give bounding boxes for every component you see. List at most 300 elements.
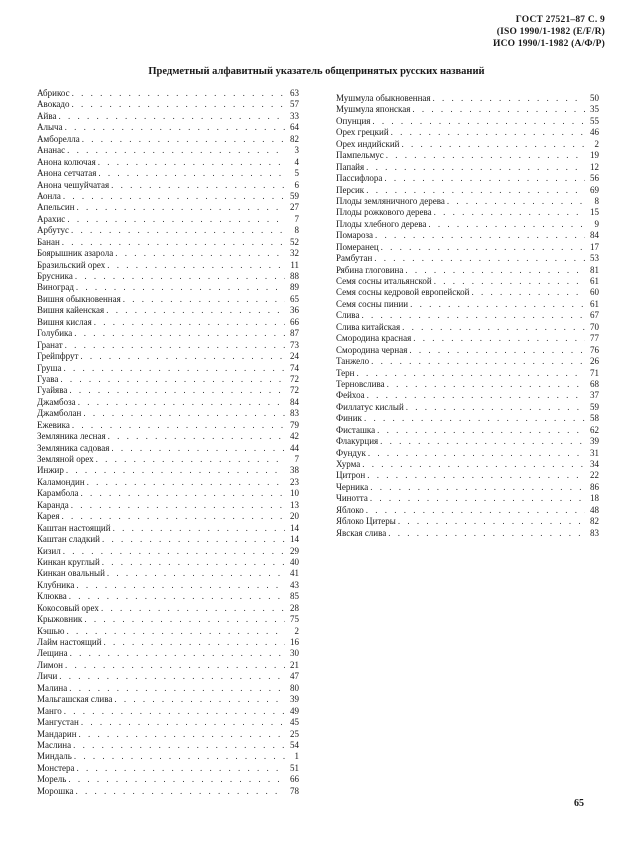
dot-leader bbox=[387, 379, 585, 390]
dot-leader bbox=[80, 351, 285, 362]
index-entry bbox=[336, 345, 599, 356]
index-entry bbox=[37, 111, 299, 122]
entry-page: 31 bbox=[590, 447, 599, 458]
dot-leader bbox=[108, 431, 285, 442]
entry-page: 23 bbox=[290, 476, 299, 487]
index-entry bbox=[336, 219, 599, 230]
entry-page: 70 bbox=[590, 321, 599, 332]
entry-page: 80 bbox=[290, 682, 299, 693]
dot-leader bbox=[433, 93, 585, 104]
index-entry bbox=[37, 740, 299, 751]
index-entry bbox=[336, 104, 599, 115]
index-entry bbox=[336, 505, 599, 516]
index-entry bbox=[37, 774, 299, 785]
entry-name: Слива китайская bbox=[336, 321, 401, 332]
entry-page: 39 bbox=[590, 436, 599, 447]
entry-page: 36 bbox=[290, 305, 299, 316]
index-entry bbox=[37, 534, 299, 545]
index-entry bbox=[37, 637, 299, 648]
entry-page: 62 bbox=[590, 424, 599, 435]
index-entry bbox=[336, 333, 599, 344]
dot-leader bbox=[82, 134, 285, 145]
entry-name: Морошка bbox=[37, 785, 74, 796]
entry-name: Финик bbox=[336, 413, 362, 424]
entry-page: 55 bbox=[590, 115, 599, 126]
entry-name: Опунция bbox=[336, 115, 371, 126]
dot-leader bbox=[81, 717, 285, 728]
index-entry bbox=[37, 626, 299, 637]
index-entry bbox=[37, 157, 299, 168]
index-entry bbox=[37, 145, 299, 156]
dot-leader bbox=[65, 340, 285, 351]
entry-name: Грейпфрут bbox=[37, 351, 79, 362]
entry-name: Аонла bbox=[37, 190, 61, 201]
entry-name: Хурма bbox=[336, 459, 361, 469]
index-entry bbox=[336, 322, 599, 333]
entry-name: Кинкан овальный bbox=[37, 568, 105, 579]
entry-page: 19 bbox=[590, 150, 599, 161]
standard-number: ГОСТ 27521–87 С. 9 bbox=[515, 15, 605, 25]
index-entry bbox=[37, 351, 299, 362]
index-entry bbox=[336, 185, 599, 196]
index-entry bbox=[37, 225, 299, 236]
dot-leader bbox=[428, 219, 585, 230]
dot-leader bbox=[72, 420, 285, 431]
entry-name: Банан bbox=[37, 236, 60, 247]
entry-name: Черника bbox=[336, 481, 369, 492]
entry-name: Померанец bbox=[336, 241, 379, 252]
entry-name: Яблоко Цитеры bbox=[336, 516, 396, 527]
index-entry bbox=[336, 470, 599, 481]
dot-leader bbox=[102, 534, 285, 545]
index-entry bbox=[37, 763, 299, 774]
entry-name: Кокосовый орех bbox=[37, 602, 99, 613]
dot-leader bbox=[69, 385, 285, 396]
entry-page: 18 bbox=[590, 493, 599, 504]
entry-name: Орех грецкий bbox=[336, 127, 389, 138]
index-entry bbox=[336, 196, 599, 207]
index-entry bbox=[37, 477, 299, 488]
index-entry bbox=[37, 294, 299, 305]
index-entry bbox=[336, 150, 599, 161]
entry-page: 59 bbox=[590, 401, 599, 412]
entry-page: 46 bbox=[590, 127, 599, 138]
dot-leader bbox=[74, 751, 285, 762]
entry-name: Груша bbox=[37, 362, 62, 373]
dot-leader bbox=[87, 477, 285, 488]
dot-leader bbox=[58, 111, 285, 122]
entry-page: 44 bbox=[290, 442, 299, 453]
dot-leader bbox=[366, 505, 585, 516]
index-entry bbox=[37, 671, 299, 682]
index-entry bbox=[37, 511, 299, 522]
entry-name: Амборелла bbox=[37, 133, 80, 144]
index-entry bbox=[37, 282, 299, 293]
entry-name: Плоды хлебного дерева bbox=[336, 218, 427, 229]
entry-name: Семя сосны кедровой европейской bbox=[336, 287, 470, 298]
index-entry bbox=[336, 368, 599, 379]
entry-name: Голубика bbox=[37, 328, 73, 339]
dot-leader bbox=[366, 185, 585, 196]
dot-leader bbox=[62, 511, 285, 522]
entry-page: 67 bbox=[590, 310, 599, 321]
entry-name: Вишня обыкновенная bbox=[37, 293, 121, 304]
index-entry bbox=[37, 328, 299, 339]
entry-page: 5 bbox=[294, 168, 299, 179]
entry-page: 11 bbox=[290, 259, 299, 270]
dot-leader bbox=[67, 145, 285, 156]
entry-name: Мушмула японская bbox=[336, 104, 411, 115]
entry-name: Кинкан круглый bbox=[37, 556, 100, 567]
entry-name: Пассифлора bbox=[336, 173, 383, 184]
index-entry bbox=[37, 500, 299, 511]
entry-page: 7 bbox=[294, 454, 299, 464]
dot-leader bbox=[84, 614, 285, 625]
entry-name: Каранда bbox=[37, 499, 69, 510]
entry-page: 58 bbox=[590, 413, 599, 424]
dot-leader bbox=[447, 196, 585, 207]
entry-page: 16 bbox=[290, 637, 299, 647]
dot-leader bbox=[71, 500, 285, 511]
entry-page: 1 bbox=[294, 751, 299, 762]
entry-name: Фейхоа bbox=[336, 390, 365, 401]
document-header bbox=[493, 14, 605, 50]
entry-page: 53 bbox=[590, 253, 599, 264]
entry-name: Каламондин bbox=[37, 476, 85, 487]
index-entry bbox=[37, 134, 299, 145]
index-entry bbox=[37, 191, 299, 202]
entry-page: 21 bbox=[290, 659, 299, 670]
index-title: Предметный алфавитный указатель общепринятых русских названий bbox=[148, 66, 485, 77]
entry-page: 4 bbox=[294, 156, 299, 167]
entry-page: 85 bbox=[290, 591, 299, 602]
dot-leader bbox=[377, 425, 585, 436]
entry-page: 26 bbox=[590, 356, 599, 367]
entry-name: Вишня кислая bbox=[37, 316, 92, 327]
entry-name: Крыжовник bbox=[37, 614, 83, 625]
index-column-left bbox=[37, 88, 299, 797]
dot-leader bbox=[96, 454, 285, 465]
entry-page: 61 bbox=[590, 298, 599, 309]
dot-leader bbox=[104, 637, 285, 648]
index-entry bbox=[37, 443, 299, 454]
entry-name: Ежевика bbox=[37, 419, 70, 430]
dot-leader bbox=[75, 271, 285, 282]
index-entry bbox=[336, 402, 599, 413]
entry-page: 40 bbox=[290, 556, 299, 567]
index-entry bbox=[37, 374, 299, 385]
index-entry bbox=[336, 253, 599, 264]
dot-leader bbox=[76, 580, 285, 591]
entry-page: 82 bbox=[290, 133, 299, 144]
entry-name: Брусника bbox=[37, 271, 73, 281]
index-entry bbox=[336, 139, 599, 150]
entry-page: 88 bbox=[290, 271, 299, 281]
entry-page: 79 bbox=[290, 419, 299, 430]
index-entry bbox=[37, 317, 299, 328]
dot-leader bbox=[72, 88, 285, 99]
index-entry bbox=[336, 436, 599, 447]
entry-name: Морель bbox=[37, 774, 67, 785]
dot-leader bbox=[75, 786, 285, 797]
index-entry bbox=[37, 694, 299, 705]
dot-leader bbox=[114, 694, 285, 705]
index-column-right bbox=[336, 93, 599, 539]
dot-leader bbox=[123, 294, 285, 305]
index-entry bbox=[336, 162, 599, 173]
entry-page: 39 bbox=[290, 694, 299, 705]
entry-name: Анона чешуйчатая bbox=[37, 179, 110, 190]
index-entry bbox=[336, 413, 599, 424]
entry-page: 3 bbox=[294, 145, 299, 156]
dot-leader bbox=[374, 253, 585, 264]
entry-page: 45 bbox=[290, 717, 299, 728]
entry-page: 72 bbox=[290, 373, 299, 384]
dot-leader bbox=[367, 390, 585, 401]
entry-name: Терновслива bbox=[336, 378, 385, 389]
index-entry bbox=[37, 546, 299, 557]
dot-leader bbox=[71, 225, 285, 236]
dot-leader bbox=[386, 150, 585, 161]
dot-leader bbox=[64, 706, 285, 717]
dot-leader bbox=[102, 557, 285, 568]
entry-page: 66 bbox=[290, 316, 299, 327]
entry-page: 87 bbox=[290, 328, 299, 339]
entry-name: Помароза bbox=[336, 230, 374, 241]
entry-page: 10 bbox=[290, 488, 299, 499]
dot-leader bbox=[356, 368, 585, 379]
dot-leader bbox=[412, 104, 585, 115]
entry-name: Слива bbox=[336, 310, 360, 321]
dot-leader bbox=[371, 356, 585, 367]
entry-name: Авокадо bbox=[37, 99, 70, 110]
entry-name: Гуайява bbox=[37, 385, 68, 396]
index-entry bbox=[336, 356, 599, 367]
entry-page: 73 bbox=[290, 339, 299, 350]
index-entry bbox=[37, 523, 299, 534]
index-entry bbox=[336, 93, 599, 104]
dot-leader bbox=[77, 202, 285, 213]
dot-leader bbox=[380, 436, 585, 447]
entry-page: 17 bbox=[590, 241, 599, 252]
dot-leader bbox=[391, 127, 585, 138]
entry-page: 59 bbox=[290, 190, 299, 201]
entry-name: Виноград bbox=[37, 282, 74, 293]
entry-name: Танжело bbox=[336, 356, 370, 367]
entry-name: Персик bbox=[336, 184, 365, 195]
entry-page: 49 bbox=[290, 705, 299, 716]
index-entry bbox=[336, 528, 599, 539]
entry-page: 74 bbox=[290, 362, 299, 373]
dot-leader bbox=[65, 122, 285, 133]
dot-leader bbox=[362, 459, 585, 470]
entry-name: Кизил bbox=[37, 545, 61, 556]
index-entry bbox=[37, 397, 299, 408]
index-entry bbox=[37, 786, 299, 797]
index-entry bbox=[37, 454, 299, 465]
index-entry bbox=[37, 683, 299, 694]
entry-name: Мальгашская слива bbox=[37, 694, 113, 705]
dot-leader bbox=[67, 214, 285, 225]
dot-leader bbox=[367, 470, 585, 481]
dot-leader bbox=[78, 397, 285, 408]
index-entry bbox=[336, 207, 599, 218]
index-entry bbox=[37, 202, 299, 213]
dot-leader bbox=[65, 660, 285, 671]
entry-name: Земляника садовая bbox=[37, 442, 110, 453]
entry-name: Клюква bbox=[37, 591, 67, 602]
entry-name: Личи bbox=[37, 671, 58, 682]
index-entry bbox=[37, 99, 299, 110]
index-entry bbox=[336, 459, 599, 470]
entry-page: 8 bbox=[594, 195, 599, 206]
entry-name: Смородина черная bbox=[336, 344, 408, 355]
entry-name: Каштан сладкий bbox=[37, 534, 100, 545]
dot-leader bbox=[368, 448, 585, 459]
entry-name: Карея bbox=[37, 511, 60, 522]
dot-leader bbox=[405, 265, 585, 276]
entry-name: Карамбола bbox=[37, 488, 79, 499]
index-entry bbox=[37, 180, 299, 191]
index-entry bbox=[37, 603, 299, 614]
index-entry bbox=[336, 448, 599, 459]
entry-page: 86 bbox=[590, 481, 599, 492]
entry-name: Мушмула обыкновенная bbox=[336, 93, 431, 103]
index-entry bbox=[37, 214, 299, 225]
entry-page: 84 bbox=[590, 230, 599, 241]
index-entry bbox=[37, 88, 299, 99]
entry-name: Арбутус bbox=[37, 225, 70, 236]
iso-reference-ru: ИСО 1990/1-1982 (А/Ф/Р) bbox=[493, 39, 605, 49]
entry-page: 14 bbox=[290, 522, 299, 533]
dot-leader bbox=[67, 626, 285, 637]
entry-page: 60 bbox=[590, 287, 599, 298]
dot-leader bbox=[63, 191, 285, 202]
index-entry bbox=[336, 116, 599, 127]
entry-name: Малина bbox=[37, 682, 68, 693]
entry-page: 69 bbox=[590, 184, 599, 195]
entry-page: 72 bbox=[290, 385, 299, 396]
dot-leader bbox=[111, 180, 285, 191]
dot-leader bbox=[381, 242, 585, 253]
index-entry bbox=[37, 648, 299, 659]
index-entry bbox=[37, 408, 299, 419]
index-entry bbox=[336, 287, 599, 298]
entry-page: 47 bbox=[290, 671, 299, 682]
index-entry bbox=[37, 305, 299, 316]
entry-page: 71 bbox=[590, 367, 599, 378]
entry-page: 29 bbox=[290, 545, 299, 556]
dot-leader bbox=[364, 413, 585, 424]
entry-name: Лещина bbox=[37, 648, 68, 659]
dot-leader bbox=[74, 328, 285, 339]
dot-leader bbox=[410, 299, 585, 310]
dot-leader bbox=[98, 157, 285, 168]
entry-name: Рябина глоговина bbox=[336, 264, 404, 275]
dot-leader bbox=[401, 139, 585, 150]
index-entry bbox=[37, 751, 299, 762]
entry-name: Арахис bbox=[37, 213, 66, 224]
dot-leader bbox=[77, 763, 285, 774]
entry-page: 56 bbox=[590, 173, 599, 184]
entry-page: 52 bbox=[290, 236, 299, 247]
entry-page: 63 bbox=[290, 88, 299, 98]
entry-name: Алыча bbox=[37, 122, 63, 133]
dot-leader bbox=[94, 317, 285, 328]
entry-name: Джамбоза bbox=[37, 396, 76, 407]
index-entry bbox=[37, 465, 299, 476]
dot-leader bbox=[375, 230, 585, 241]
entry-name: Филлатус кислый bbox=[336, 401, 404, 412]
index-entry bbox=[37, 488, 299, 499]
entry-name: Кэшью bbox=[37, 625, 65, 636]
entry-page: 64 bbox=[290, 122, 299, 133]
dot-leader bbox=[107, 568, 285, 579]
entry-name: Клубника bbox=[37, 579, 75, 590]
entry-page: 83 bbox=[590, 527, 599, 538]
index-entry bbox=[37, 168, 299, 179]
dot-leader bbox=[384, 173, 585, 184]
entry-page: 76 bbox=[590, 344, 599, 355]
index-entry bbox=[336, 425, 599, 436]
entry-page: 41 bbox=[290, 568, 299, 579]
entry-name: Миндаль bbox=[37, 751, 72, 762]
index-entry bbox=[336, 482, 599, 493]
entry-page: 75 bbox=[290, 614, 299, 625]
index-entry bbox=[336, 493, 599, 504]
entry-page: 66 bbox=[290, 774, 299, 785]
entry-name: Лимон bbox=[37, 659, 63, 670]
dot-leader bbox=[63, 363, 285, 374]
entry-page: 12 bbox=[590, 161, 599, 172]
entry-page: 89 bbox=[290, 282, 299, 293]
index-entry bbox=[37, 248, 299, 259]
entry-page: 81 bbox=[590, 264, 599, 275]
entry-name: Боярышник азарола bbox=[37, 248, 114, 259]
entry-name: Явская слива bbox=[336, 527, 387, 538]
dot-leader bbox=[79, 729, 285, 740]
dot-leader bbox=[115, 248, 285, 259]
dot-leader bbox=[111, 443, 285, 454]
entry-name: Семя сосны итальянской bbox=[336, 276, 432, 286]
entry-page: 24 bbox=[290, 351, 299, 362]
dot-leader bbox=[113, 523, 285, 534]
entry-page: 38 bbox=[290, 465, 299, 476]
entry-name: Джамболан bbox=[37, 408, 82, 419]
entry-page: 15 bbox=[590, 207, 599, 218]
entry-page: 54 bbox=[290, 739, 299, 750]
entry-name: Плоды земляничного дерева bbox=[336, 195, 445, 206]
entry-page: 50 bbox=[590, 93, 599, 103]
index-entry bbox=[37, 660, 299, 671]
entry-page: 8 bbox=[294, 225, 299, 236]
entry-name: Фисташка bbox=[336, 424, 376, 435]
entry-page: 78 bbox=[290, 785, 299, 796]
entry-name: Фундук bbox=[336, 447, 366, 458]
entry-page: 25 bbox=[290, 728, 299, 739]
entry-name: Каштан настоящий bbox=[37, 522, 111, 533]
entry-page: 77 bbox=[590, 333, 599, 344]
dot-leader bbox=[370, 482, 585, 493]
entry-page: 51 bbox=[290, 762, 299, 773]
entry-page: 43 bbox=[290, 579, 299, 590]
dot-leader bbox=[63, 546, 285, 557]
index-entry bbox=[336, 379, 599, 390]
entry-page: 9 bbox=[594, 218, 599, 229]
index-entry bbox=[37, 271, 299, 282]
entry-name: Инжир bbox=[37, 465, 64, 476]
entry-name: Земляника лесная bbox=[37, 431, 106, 442]
